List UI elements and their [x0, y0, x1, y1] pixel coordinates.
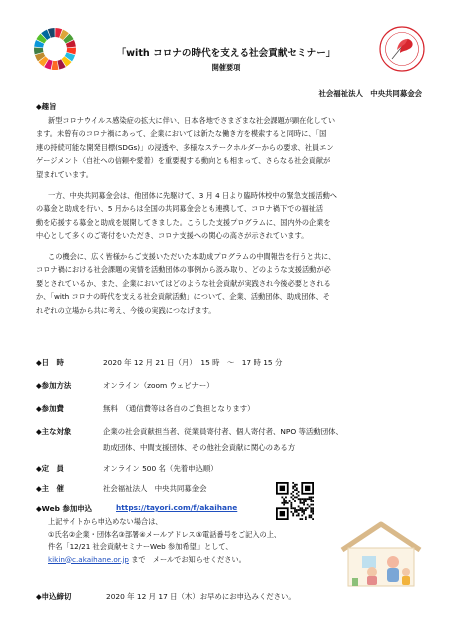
- text-line: れぞれの立場から共に考え、今後の実践につなげます。: [36, 305, 216, 315]
- detail-value: 2020 年 12 月 21 日（月） 15 時 ～ 17 時 15 分: [103, 358, 283, 367]
- deadline-value: 2020 年 12 月 17 日（木）お早めにお申込みください。: [106, 592, 296, 601]
- text-line: か、「with コロナの時代を支える社会貢献活動」について、企業、活動団体、助成団体、そ: [36, 292, 330, 302]
- web-signup-label: ◆Web 参加申込: [36, 504, 93, 513]
- detail-value: 企業の社会貢献担当者、従業員寄付者、個人寄付者、NPO 等活動団体、: [103, 427, 343, 436]
- detail-row-method: [36, 380, 416, 392]
- detail-row-datetime: [36, 357, 416, 369]
- detail-row-host: [36, 483, 416, 495]
- detail-label: ◆定 員: [36, 464, 64, 473]
- text-line: 動を応援する募金と助成を展開してきました。こうした支援プログラムに、国内外の企業を: [36, 217, 331, 227]
- detail-value: 社会福祉法人 中央共同募金会: [103, 484, 207, 493]
- detail-label: ◆主 催: [36, 484, 64, 493]
- text-line: 中心として多くのご寄付をいただき、コロナ支援への関心の高さが示されています。: [36, 231, 309, 241]
- detail-row-capacity: [36, 463, 416, 475]
- detail-label: ◆参加方法: [36, 381, 72, 390]
- deadline-label: ◆申込締切: [36, 592, 72, 601]
- web-signup-section: [36, 503, 336, 566]
- organizer-name: 社会福祉法人 中央共同募金会: [318, 89, 422, 98]
- house-illustration: [336, 520, 426, 588]
- detail-value: 助成団体、中間支援団体、その他社会貢献に関心のある方: [103, 443, 296, 452]
- text-line: 一方、中央共同募金会は、他団体に先駆けて、3 月 4 日より臨時休校中の緊急支援活動へ: [48, 191, 337, 200]
- detail-value: 無料 （通信費等は各自のご負担となります）: [103, 404, 255, 413]
- page-subtitle: 開催要項: [211, 63, 241, 72]
- page-title: 「with コロナの時代を支える社会貢献セミナー」: [116, 48, 336, 59]
- text-line: この機会に、広く皆様からご支援いただいた本助成プログラムの中間報告を行うと共に、: [48, 252, 336, 261]
- text-line: ①氏名②企業・団体名③部署④メールアドレス⑤電話番号をご記入の上、: [48, 529, 282, 539]
- detail-label: ◆日 時: [36, 358, 64, 367]
- text-line: 件名「12/21 社会貢献セミナーWeb 参加希望」として、: [48, 542, 233, 551]
- text-line: 連の持続可能な開発目標(SDGs)」の浸透や、多様なステークホルダーからの要求、社員エン: [36, 142, 334, 152]
- text-line: の募金と助成を行い、5 月からは全国の共同募金会とも連携して、コロナ禍下での福祉活: [36, 204, 324, 214]
- text-line: 望まれています。: [36, 169, 93, 179]
- signup-url-link[interactable]: https://tayori.com/f/akaihane: [116, 503, 238, 512]
- text-line: ます。未曾有のコロナ禍にあって、企業においては新たな働き方を模索すると同時に、「国: [36, 129, 327, 139]
- text-line: 要とされているか、また、企業においてはどのような社会貢献が実践され今後必要とされる: [36, 278, 331, 288]
- detail-row-audience-cont: [36, 442, 416, 454]
- detail-row-fee: [36, 403, 416, 415]
- detail-value: オンライン 500 名（先着申込順）: [103, 464, 218, 473]
- purpose-paragraph-2: [36, 189, 337, 243]
- detail-row-deadline: [36, 591, 416, 603]
- text-line: コロナ禍における社会課題の実情を活動団体の事例から汲み取り、どのような支援活動が必: [36, 265, 331, 275]
- contact-email-link[interactable]: kikin@c.akaihane.or.jp: [48, 554, 129, 564]
- detail-value: オンライン（zoom ウェビナー）: [103, 381, 214, 390]
- text-line: 上記サイトから申込めない場合は、: [48, 517, 163, 526]
- email-instruction: まで メールでお知らせください。: [131, 554, 246, 564]
- red-feather-emblem: [378, 25, 426, 73]
- detail-label: ◆参加費: [36, 404, 64, 413]
- text-line: ゲージメント（自社への信頼や愛着）を重要視する動向とも相まって、さらなる社会貢献が: [36, 156, 331, 166]
- text-line: 新型コロナウイルス感染症の拡大に伴い、日本各地でさまざまな社会課題が顕在化してい: [48, 116, 336, 125]
- detail-row-audience: [36, 426, 416, 438]
- purpose-paragraph-3: [36, 250, 336, 317]
- purpose-heading: ◆趣旨: [36, 102, 57, 111]
- purpose-paragraph-1: [36, 114, 336, 181]
- detail-label: ◆主な対象: [36, 427, 72, 436]
